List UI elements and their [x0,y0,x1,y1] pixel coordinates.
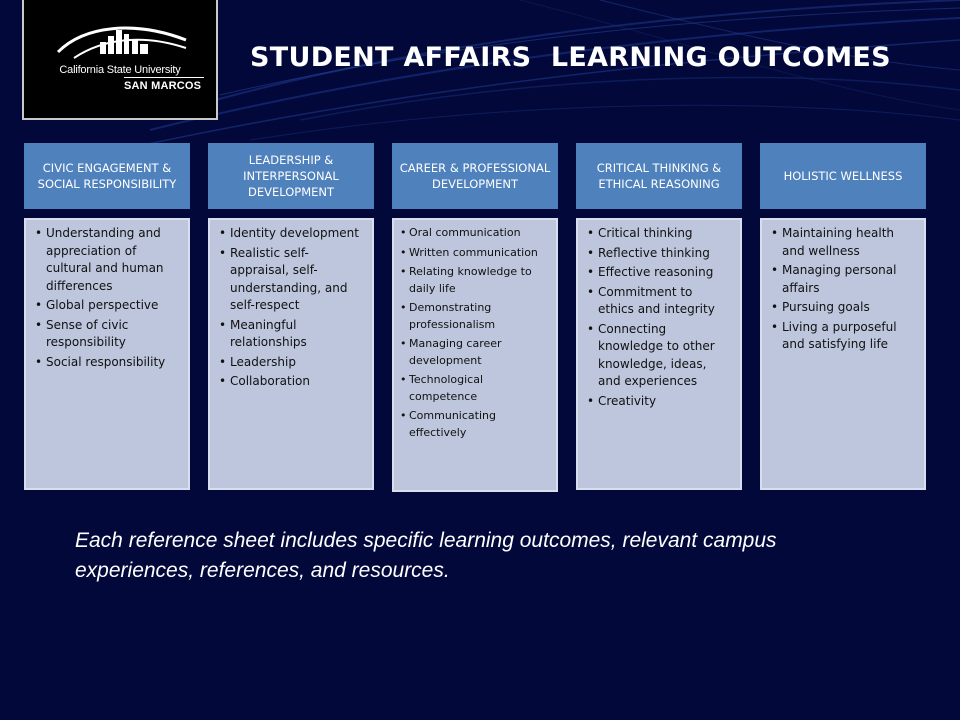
column-body [24,218,190,490]
list-item: • Social responsibility [32,354,180,372]
column-body [392,218,558,492]
list-item: • Creativity [584,393,732,411]
outcome-column-critical-thinking [576,143,742,490]
list-item: • Connecting knowledge to other knowledge, ideas, and experiences [584,321,732,391]
list-item: • Living a purposeful and satisfying life [768,319,916,354]
list-item: • Global perspective [32,297,180,315]
outcome-column-civic [24,143,190,490]
list-item: • Leadership [216,354,364,372]
list-item: • Understanding and appreciation of cultural and human differences [32,225,180,295]
campus-skyline-icon [54,18,190,64]
list-item: • Managing personal affairs [768,262,916,297]
list-item: • Identity development [216,225,364,243]
footer-note: Each reference sheet includes specific learning outcomes, relevant campus experiences, references, and resources. [75,529,777,582]
university-logo [22,0,218,120]
column-heading: LEADERSHIP & INTERPERSONAL DEVELOPMENT [208,143,374,209]
column-heading: CRITICAL THINKING & ETHICAL REASONING [576,143,742,209]
logo-campus-name: SAN MARCOS [124,80,202,92]
list-item: • Communicating effectively [400,408,548,441]
list-item: • Written communication [400,245,548,262]
list-item: • Effective reasoning [584,264,732,282]
column-heading: CAREER & PROFESSIONAL DEVELOPMENT [392,143,558,209]
outcome-column-career [392,143,558,492]
list-item: • Demonstrating professionalism [400,300,548,333]
list-item: • Sense of civic responsibility [32,317,180,352]
list-item: • Reflective thinking [584,245,732,263]
list-item: • Meaningful relationships [216,317,364,352]
list-item: • Critical thinking [584,225,732,243]
page-title: STUDENT AFFAIRS LEARNING OUTCOMES [250,42,891,73]
column-body [760,218,926,490]
outcome-column-wellness [760,143,926,490]
column-body [576,218,742,490]
list-item: • Oral communication [400,225,548,242]
list-item: • Maintaining health and wellness [768,225,916,260]
logo-university-name: California State University [59,64,181,76]
list-item: • Relating knowledge to daily life [400,264,548,297]
column-heading: HOLISTIC WELLNESS [760,143,926,209]
list-item: • Commitment to ethics and integrity [584,284,732,319]
outcome-column-leadership [208,143,374,490]
logo-divider [124,77,204,78]
list-item: • Pursuing goals [768,299,916,317]
column-body [208,218,374,490]
list-item: • Managing career development [400,336,548,369]
list-item: • Realistic self-appraisal, self-understanding, and self-respect [216,245,364,315]
list-item: • Collaboration [216,373,364,391]
list-item: • Technological competence [400,372,548,405]
column-heading: CIVIC ENGAGEMENT & SOCIAL RESPONSIBILITY [24,143,190,209]
